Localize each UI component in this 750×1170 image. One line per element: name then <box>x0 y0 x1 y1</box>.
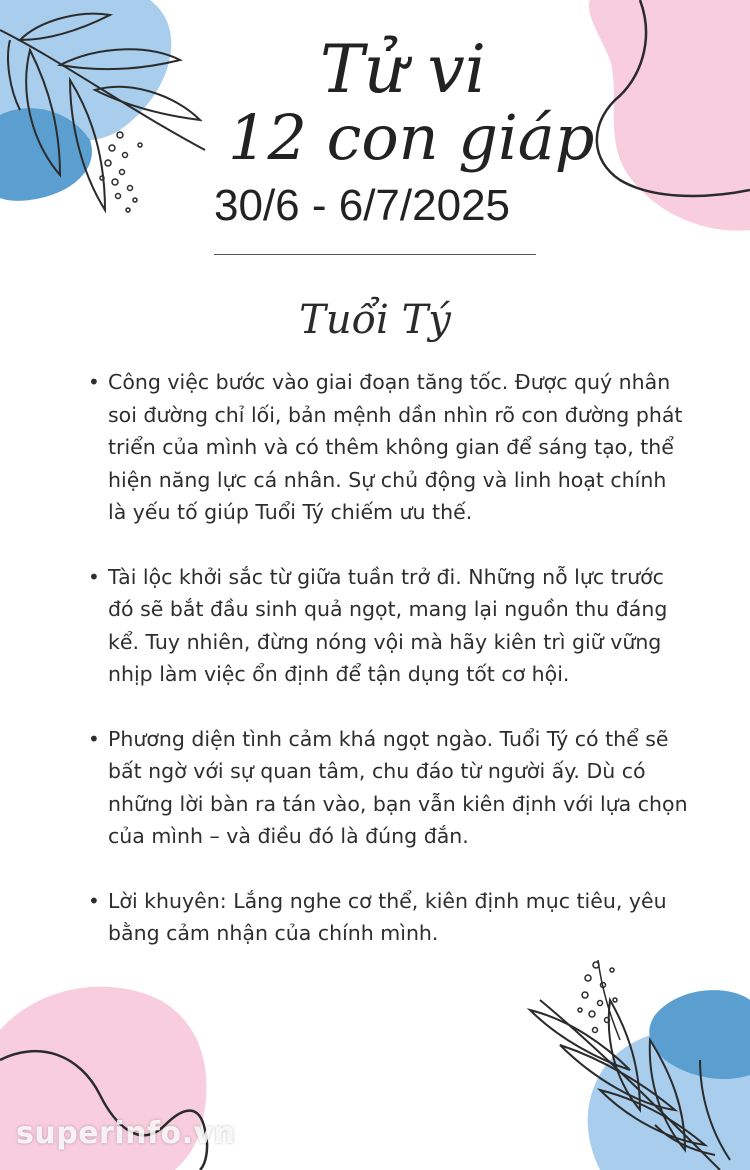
title-line-2: 12 con giáp <box>228 101 595 174</box>
bullet-love: • Phương diện tình cảm khá ngọt ngào. Tuổi Tý có thể sẽ bất ngờ với sự quan tâm, chu đáo từ người ấy. Dù có những lời bàn ra tán vào, bạn vẫn kiên định với lựa chọn của mình – và điều đó là đúng đắn. <box>88 723 688 853</box>
zodiac-heading: Tuổi Tý <box>299 297 451 343</box>
bullet-advice: • Lời khuyên: Lắng nghe cơ thể, kiên định mục tiêu, yêu bằng cảm nhận của chính mình. <box>88 885 688 950</box>
bullet-work: • Công việc bước vào giai đoạn tăng tốc. Được quý nhân soi đường chỉ lối, bản mệnh dần nhìn rõ con đường phát triển của mình và có thêm không gian để sáng tạo, thể hiện năng lực cá nhân. Sự chủ động và linh hoạt chính là yếu tố giúp Tuổi Tý chiếm ưu thế. <box>88 366 688 529</box>
title-line-1: Tử vi <box>320 31 486 108</box>
title-divider <box>214 254 536 255</box>
top-left-seed-cluster <box>100 132 142 212</box>
bullet-finance: • Tài lộc khởi sắc từ giữa tuần trở đi. Những nỗ lực trước đó sẽ bắt đầu sinh quả ngọt, mang lại nguồn thu đáng kể. Tuy nhiên, đừng nóng vội mà hãy kiên trì giữ vững nhịp làm việc ổn định để tận dụng tốt cơ hội. <box>88 561 688 691</box>
site-watermark: superinfo.vn <box>16 1116 236 1151</box>
horoscope-bullet-list <box>88 366 688 982</box>
date-range: 30/6 - 6/7/2025 <box>214 181 511 230</box>
